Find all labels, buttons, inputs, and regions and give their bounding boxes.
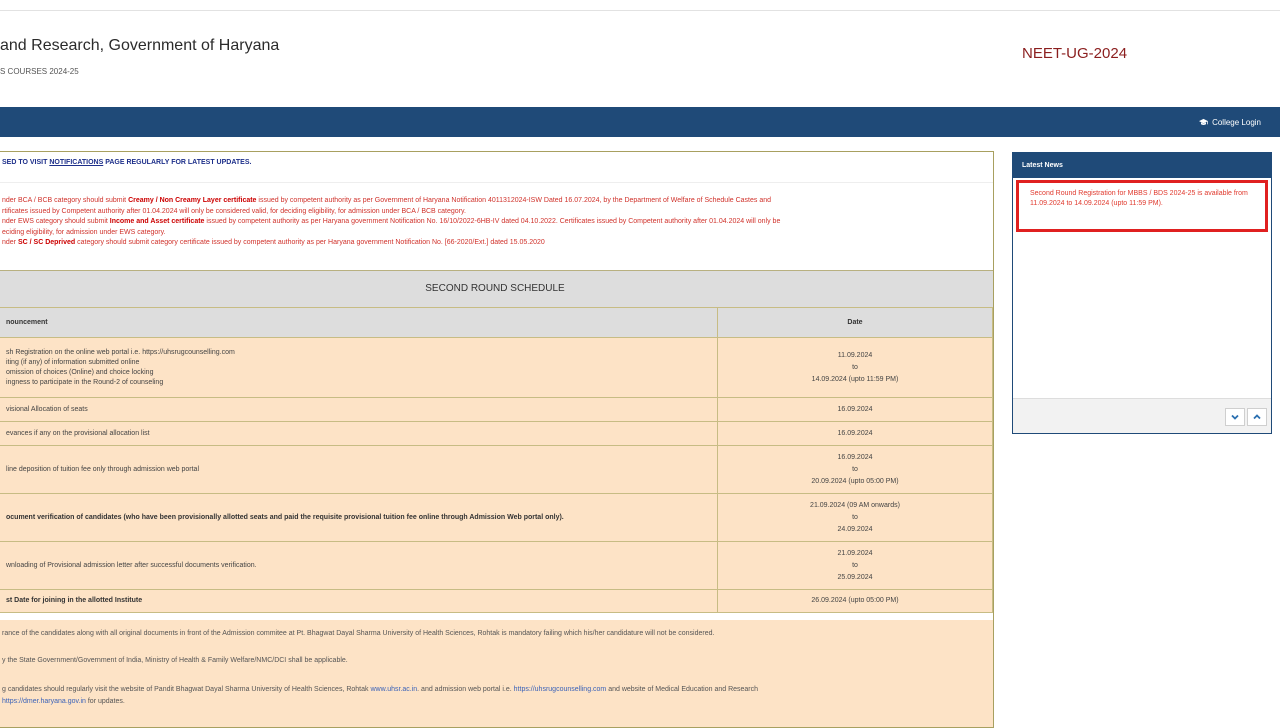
footnote-3-mid: . and admission web portal i.e.	[417, 686, 514, 693]
rule-post: category should submit category certificate issued by competent authority as per Haryana government Notification No. [66-2020/Ext.] dated 15.05.2020	[75, 239, 545, 246]
announcement-line: st Date for joining in the allotted Institute	[6, 597, 143, 604]
schedule-row	[0, 422, 993, 446]
rule-pre: eciding eligibility, for admission under EWS category.	[2, 228, 166, 236]
date-line: 20.09.2024 (upto 05:00 PM)	[811, 477, 899, 485]
announcement-line: evances if any on the provisional allocation list	[6, 429, 150, 437]
schedule-table	[0, 307, 993, 613]
rule-line	[2, 217, 992, 228]
rule-line	[2, 238, 992, 249]
latest-news-panel	[1012, 152, 1272, 434]
advice-prefix: SED TO VISIT	[2, 159, 50, 166]
rule-bold: Creamy / Non Creamy Layer certificate	[128, 197, 257, 204]
date-line: 11.09.2024	[837, 351, 873, 359]
rule-pre: nder EWS category should submit	[2, 218, 110, 225]
date-line: 25.09.2024	[837, 573, 873, 581]
date-cell	[718, 422, 993, 446]
rule-pre: nder	[2, 239, 18, 246]
date-line: to	[852, 513, 858, 521]
page-title: and Research, Government of Haryana	[0, 37, 280, 54]
uhsr-website-link[interactable]: www.uhsr.ac.in	[370, 686, 418, 693]
page-subtitle: S COURSES 2024-25	[0, 67, 79, 76]
rule-bold: SC / SC Deprived	[17, 239, 76, 246]
announcement-cell	[0, 398, 718, 422]
date-cell	[718, 590, 993, 613]
rule-pre: rtificates issued by Competent authority after 01.04.2024 will only be considered valid, for deciding eligibility, for admission under BCA / BCB category.	[2, 207, 466, 215]
announcement-line: ocument verification of candidates (who have been provisionally allotted seats and paid the requisite provisional tuition fee online through Admission Web portal only).	[6, 513, 564, 521]
notice-divider	[0, 182, 993, 183]
schedule-row	[0, 542, 993, 590]
rule-post: issued by competent authority as per Government of Haryana Notification 4011312024-ISW Dated 16.07.2024, by the Department of Welfare of Schedule Castes and	[256, 197, 772, 204]
announcement-line: iting (if any) of information submitted online	[6, 358, 140, 366]
rule-line	[2, 196, 992, 207]
date-line: to	[852, 363, 858, 371]
news-down-button[interactable]	[1225, 408, 1245, 426]
footnote-3-text: g candidates should regularly visit the website of Pandit Bhagwat Dayal Sharma University of Health Sciences, Rohtak	[2, 686, 371, 693]
schedule-row	[0, 446, 993, 494]
news-controls	[1013, 398, 1271, 433]
rule-line	[2, 207, 992, 218]
date-cell	[718, 494, 993, 542]
college-login-label: College Login	[1212, 118, 1261, 127]
counselling-portal-link[interactable]: https://uhsrugcounselling.com	[513, 686, 607, 693]
schedule-row	[0, 398, 993, 422]
announcement-cell	[0, 590, 718, 613]
date-line: 16.09.2024	[837, 453, 873, 461]
date-line: 24.09.2024	[837, 525, 873, 533]
graduation-cap-icon	[1199, 118, 1208, 127]
announcement-cell	[0, 542, 718, 590]
date-line: to	[852, 561, 858, 569]
announcement-cell	[0, 446, 718, 494]
schedule-row	[0, 338, 993, 398]
schedule-row	[0, 590, 993, 613]
date-cell	[718, 398, 993, 422]
footnote-4	[2, 698, 125, 705]
college-login-link[interactable]	[1199, 118, 1261, 127]
notice-advice	[2, 159, 251, 166]
date-column-header: Date	[718, 308, 993, 338]
date-line: to	[852, 465, 858, 473]
announcement-line: line deposition of tuition fee only through admission web portal	[6, 465, 200, 473]
date-line: 14.09.2024 (upto 11:59 PM)	[811, 375, 899, 383]
footnote-2: y the State Government/Government of India, Ministry of Health & Family Welfare/NMC/DCI shall be applicable.	[2, 657, 348, 664]
footnote-1: rance of the candidates along with all original documents in front of the Admission commitee at Pt. Bhagwat Dayal Sharma University of Health Sciences, Rohtak is mandatory failing which his/her candidature will not be considered.	[2, 630, 715, 637]
announcement-cell	[0, 422, 718, 446]
exam-brand: NEET-UG-2024	[1022, 45, 1128, 62]
main-navbar	[0, 107, 1280, 137]
date-line: 26.09.2024 (upto 05:00 PM)	[811, 597, 899, 604]
rule-pre: nder BCA / BCB category should submit	[2, 197, 129, 204]
rule-line	[2, 228, 992, 239]
rule-post: issued by competent authority as per Haryana government Notification No. 16/10/2022-6HB-IV dated 04.10.2022. Certificates issued by Competent authority after 01.04.2024 will only be	[204, 218, 781, 225]
announcement-cell	[0, 494, 718, 542]
news-item[interactable]: Second Round Registration for MBBS / BDS 2024-25 is available from 11.09.2024 to 14.09.2024 (upto 11:59 PM).	[1030, 190, 1248, 207]
chevron-down-icon	[1231, 414, 1239, 420]
schedule-title: SECOND ROUND SCHEDULE	[0, 270, 993, 308]
announcement-line: visional Allocation of seats	[6, 405, 88, 413]
announcement-line: wnloading of Provisional admission letter after successful documents verification.	[6, 561, 257, 569]
date-cell	[718, 338, 993, 398]
news-up-button[interactable]	[1247, 408, 1267, 426]
footnote-4-end: for updates.	[85, 698, 125, 705]
date-line: 16.09.2024	[837, 429, 873, 437]
schedule-header-row	[0, 308, 993, 338]
schedule-footnotes	[0, 620, 993, 728]
announcement-line: sh Registration on the online web portal i.e. https://uhsrugcounselling.com	[6, 348, 235, 356]
top-divider	[0, 10, 1280, 11]
footnote-3-end: and website of Medical Education and Research	[606, 686, 759, 693]
notifications-link[interactable]: NOTIFICATIONS	[49, 159, 104, 166]
eligibility-rules	[2, 196, 992, 249]
announcement-line: ingness to participate in the Round-2 of counseling	[6, 378, 164, 386]
rule-bold: Income and Asset certificate	[109, 218, 205, 225]
chevron-up-icon	[1253, 414, 1261, 420]
latest-news-title: Latest News	[1013, 153, 1271, 178]
dmer-website-link[interactable]: https://dmer.haryana.gov.in	[2, 698, 86, 705]
announcement-line: omission of choices (Online) and choice locking	[6, 368, 154, 376]
date-line: 16.09.2024	[837, 405, 873, 413]
announcement-cell	[0, 338, 718, 398]
advice-suffix: PAGE REGULARLY FOR LATEST UPDATES.	[103, 159, 252, 166]
announcement-column-header: nouncement	[0, 308, 718, 338]
footnote-3	[2, 686, 758, 693]
date-cell	[718, 446, 993, 494]
schedule-row	[0, 494, 993, 542]
notice-panel	[0, 151, 994, 728]
date-cell	[718, 542, 993, 590]
date-line: 21.09.2024	[837, 549, 873, 557]
date-line: 21.09.2024 (09 AM onwards)	[810, 501, 900, 509]
